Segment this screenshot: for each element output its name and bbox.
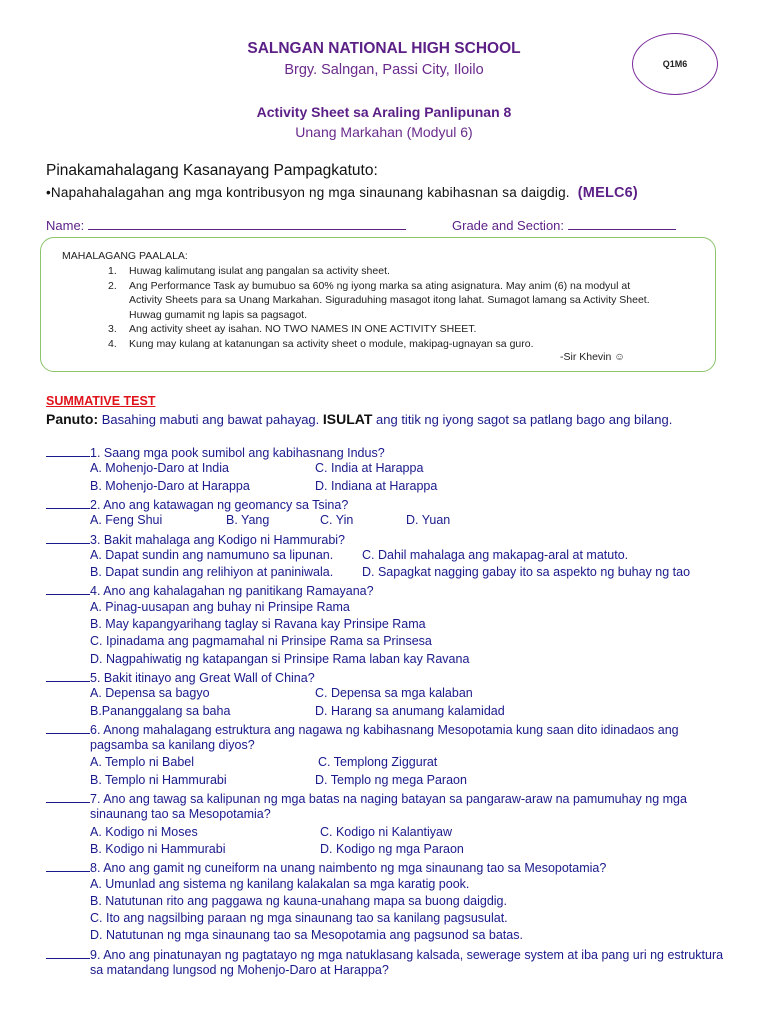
grade-section-label: Grade and Section:	[452, 218, 565, 233]
question-text: 9. Ano ang pinatunayan ng pagtatayo ng mga natuklasang kalsada, sewerage system at iba pang uri ng estruktura	[90, 947, 724, 962]
answer-choice: B. Kodigo ni Hammurabi	[90, 841, 226, 856]
answer-choice: C. Yin	[320, 513, 354, 528]
answer-choice: C. Templong Ziggurat	[318, 755, 438, 770]
reminder-heading: MAHALAGANG PAALALA:	[62, 250, 188, 262]
answer-blank[interactable]	[46, 531, 90, 544]
reminder-item-number: 1.	[108, 265, 117, 277]
reminder-item-text	[129, 279, 709, 323]
answer-choice: D. Natutunan ng mga sinaunang tao sa Mesopotamia ang pagsunod sa batas.	[90, 928, 523, 943]
reminder-item-line: Huwag kalimutang isulat ang pangalan sa activity sheet.	[129, 265, 390, 277]
answer-choice: B. Dapat sundin ang relihiyon at paniniwala.	[90, 565, 334, 580]
summative-test-title: SUMMATIVE TEST	[46, 394, 156, 408]
reminder-item-line: Ang activity sheet ay isahan. NO TWO NAMES IN ONE ACTIVITY SHEET.	[129, 323, 477, 335]
answer-choice: B. Templo ni Hammurabi	[90, 772, 227, 787]
question-text: sinaunang tao sa Mesopotamia?	[90, 807, 271, 822]
question-stem	[46, 946, 723, 962]
answer-choice: D. Indiana at Harappa	[315, 478, 438, 493]
question-stem	[46, 721, 679, 737]
answer-blank[interactable]	[46, 669, 90, 682]
school-address: Brgy. Salngan, Passi City, Iloilo	[284, 62, 484, 78]
answer-blank[interactable]	[46, 444, 90, 457]
answer-choice: A. Feng Shui	[90, 513, 163, 528]
reminder-item-text	[129, 337, 709, 352]
answer-choice: D. Kodigo ng mga Paraon	[320, 841, 464, 856]
answer-choice: B.Pananggalang sa baha	[90, 703, 231, 718]
signature: -Sir Khevin ☺	[560, 351, 625, 363]
reminder-item-line: Kung may kulang at katanungan sa activity sheet o module, makipag-ugnayan sa guro.	[129, 337, 534, 350]
answer-choice: C. Ito ang nagsilbing paraan ng mga sinaunang tao sa kanilang pagsusulat.	[90, 911, 508, 926]
melc-heading: Pinakamahalagang Kasanayang Pampagkatuto:	[46, 162, 378, 179]
answer-blank[interactable]	[46, 946, 90, 959]
answer-blank[interactable]	[46, 582, 90, 595]
quarter-subtitle: Unang Markahan (Modyul 6)	[295, 124, 473, 140]
reminder-item-text	[129, 322, 709, 337]
reminder-item-text	[129, 264, 709, 279]
answer-choice: D. Templo ng mega Paraon	[315, 772, 467, 787]
grade-section-blank[interactable]	[568, 217, 676, 230]
school-name: SALNGAN NATIONAL HIGH SCHOOL	[247, 40, 521, 57]
answer-blank[interactable]	[46, 496, 90, 509]
answer-blank[interactable]	[46, 790, 90, 803]
name-field[interactable]	[46, 217, 406, 233]
question-text: 7. Ano ang tawag sa kalipunan ng mga batas na naging batayan sa pangaraw-araw na pamumuhay ng mga	[90, 792, 687, 806]
answer-choice: B. Mohenjo-Daro at Harappa	[90, 478, 250, 493]
instructions-label: Panuto:	[46, 411, 99, 427]
answer-choice: B. May kapangyarihang taglay si Ravana kay Prinsipe Rama	[90, 617, 426, 631]
question-stem	[46, 669, 315, 685]
answer-choice: D. Nagpahiwatig ng katapangan si Prinsipe Rama laban kay Ravana	[90, 651, 470, 666]
instructions-text-1: Basahing mabuti ang bawat pahayag.	[98, 412, 323, 427]
question-stem-continued	[90, 963, 389, 977]
melc-statement	[46, 185, 638, 201]
name-label: Name:	[46, 218, 85, 233]
question-text: 3. Bakit mahalaga ang Kodigo ni Hammurabi?	[90, 532, 346, 547]
answer-choice: A. Depensa sa bagyo	[90, 686, 210, 701]
question-stem	[46, 790, 687, 806]
answer-choice: A. Umunlad ang sistema ng kanilang kalakalan sa mga karatig pook.	[90, 876, 470, 891]
reminder-item-line: Ang Performance Task ay bumubuo sa 60% ng iyong marka sa ating asignatura. May anim (6) na modyul at	[129, 279, 631, 292]
answer-choice: B. Natutunan rito ang paggawa ng kauna-unahang mapa sa buong daigdig.	[90, 893, 507, 908]
question-text: 8. Ano ang gamit ng cuneiform na unang naimbento ng mga sinaunang tao sa Mesopotamia?	[90, 861, 607, 876]
answer-choice: D. Yuan	[406, 513, 451, 528]
question-stem	[46, 582, 374, 598]
melc-text: •Napahahalagahan ang mga kontribusyon ng mga sinaunang kabihasnan sa daigdig.	[46, 185, 570, 200]
grade-section-field[interactable]	[452, 217, 676, 233]
answer-choice: B. Yang	[226, 513, 270, 528]
question-text: 2. Ano ang katawagan ng geomancy sa Tsina?	[90, 497, 349, 512]
reminder-item-line: Activity Sheets para sa Unang Markahan. Siguraduhing masagot itong lahat. Sumagot lamang sa Activity Sheet.	[129, 294, 650, 306]
question-text: 5. Bakit itinayo ang Great Wall of China?	[90, 670, 315, 685]
answer-choice: C. Kodigo ni Kalantiyaw	[320, 824, 453, 839]
answer-choice: A. Pinag-uusapan ang buhay ni Prinsipe Rama	[90, 599, 350, 614]
answer-choice: C. Ipinadama ang pagmamahal ni Prinsipe Rama sa Prinsesa	[90, 634, 432, 649]
name-blank[interactable]	[88, 217, 406, 230]
instructions-text-2: ang titik ng iyong sagot sa patlang bago ang bilang.	[372, 412, 673, 427]
reminder-item-line: Huwag gumamit ng lapis sa pagsagot.	[129, 308, 308, 321]
question-stem	[46, 496, 348, 512]
answer-choice: C. Dahil mahalaga ang makapag-aral at matuto.	[362, 547, 629, 562]
module-badge-label: Q1M6	[662, 59, 688, 69]
answer-choice: D. Harang sa anumang kalamidad	[315, 703, 505, 718]
question-text: 6. Anong mahalagang estruktura ang nagawa ng kabihasnang Mesopotamia kung saan dito idinadaos ang	[90, 722, 679, 737]
answer-choice: A. Templo ni Babel	[90, 755, 194, 770]
question-stem	[46, 859, 606, 875]
reminder-item-number: 2.	[108, 279, 117, 292]
instructions-emphasis: ISULAT	[322, 411, 373, 427]
answer-blank[interactable]	[46, 721, 90, 734]
module-badge	[632, 33, 718, 95]
answer-choice: C. Depensa sa mga kalaban	[315, 686, 473, 701]
question-stem	[46, 531, 345, 547]
answer-blank[interactable]	[46, 859, 90, 872]
question-text: 4. Ano ang kahalagahan ng panitikang Ramayana?	[90, 584, 374, 599]
answer-choice: A. Mohenjo-Daro at India	[90, 461, 229, 476]
question-text: 1. Saang mga pook sumibol ang kabihasnang Indus?	[90, 446, 385, 460]
answer-choice: A. Kodigo ni Moses	[90, 824, 198, 839]
answer-choice: D. Sapagkat nagging gabay ito sa aspekto ng buhay ng tao	[362, 565, 691, 580]
question-text: sa matandang lungsod ng Mohenjo-Daro at Harappa?	[90, 963, 389, 977]
instructions	[46, 411, 672, 427]
reminder-item-number: 4.	[108, 337, 117, 350]
melc-code: (MELC6)	[577, 185, 638, 201]
activity-title: Activity Sheet sa Araling Panlipunan 8	[256, 104, 512, 120]
answer-choice: C. India at Harappa	[315, 461, 424, 476]
answer-choice: A. Dapat sundin ang namumuno sa lipunan.	[90, 547, 334, 562]
reminder-item-number: 3.	[108, 323, 117, 335]
question-stem-continued	[90, 738, 255, 752]
question-stem-continued	[90, 807, 271, 821]
question-stem	[46, 444, 385, 460]
question-text: pagsamba sa kanilang diyos?	[90, 738, 255, 753]
